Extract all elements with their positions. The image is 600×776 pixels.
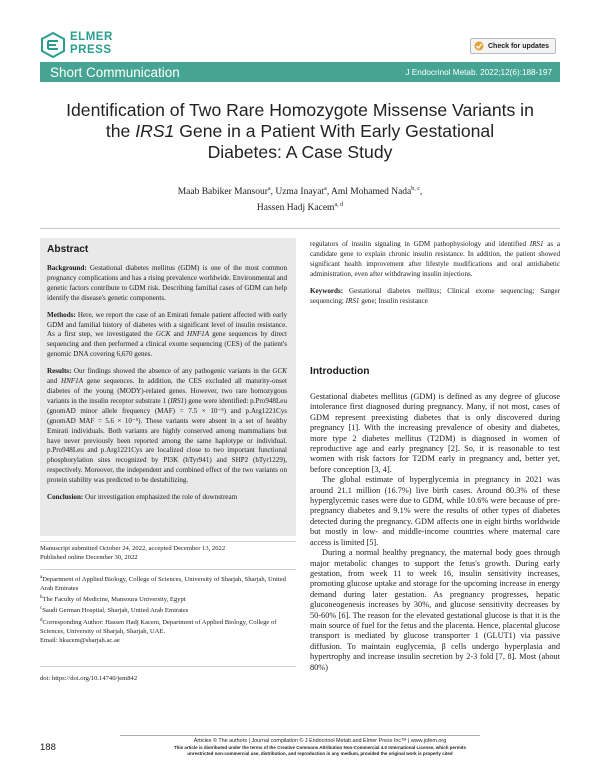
results-text: ) gene were identified: p.Pro948Leu (gnomAD minor allele frequency (MAF) = 7.5 × 10⁻⁵) and p.Arg1221Cys (gnomAD MAF = 5.6 × 10⁻⁵). These variants were absent in a set of healthy Emirati individuals. Both variants are highly conserved among mammalians but have never previously been reported among the same haplotype or individual. p.Pro948Leu and p.Arg1221Cys are localized close to two important functional phosphorylation sites recognized by PI3K (hTyr941) and SHP2 (hTyr1229), respectively. Moreover, the independent and combined effect of the two variants on protein stability was predicted to be destabilizing. bbox=[47, 396, 287, 485]
corresponding-email[interactable]: Email: hkacem@sharjah.ac.ae bbox=[40, 636, 120, 644]
conclusion-label: Conclusion: bbox=[47, 493, 84, 502]
author bbox=[178, 187, 276, 197]
author-affiliation: b, c bbox=[411, 186, 420, 192]
affiliation-text: Department of Applied Biology, College of Sciences, University of Sharjah, Sharjah, United Arab Emirates bbox=[40, 576, 286, 593]
journal-citation: J Endocrinol Metab. 2022;12(6):188-197 bbox=[405, 67, 552, 77]
section-banner bbox=[40, 62, 560, 82]
abstract-heading: Abstract bbox=[47, 244, 89, 255]
introduction-heading: Introduction bbox=[310, 366, 370, 377]
publisher-line-2: PRESS bbox=[70, 44, 112, 56]
abstract-results bbox=[47, 367, 287, 486]
gene-gck: GCK bbox=[155, 330, 171, 339]
title-divider bbox=[40, 228, 560, 229]
publisher-line-1: ELMER bbox=[70, 31, 113, 43]
title-line-1: Identification of Two Rare Homozygote Missense Variants in bbox=[66, 100, 534, 120]
affiliation-text: The Faculty of Medicine, Mansoura University, Egypt bbox=[42, 596, 186, 604]
affiliation-sup: b bbox=[40, 595, 43, 601]
keywords-text: gene; Insulin resistance bbox=[359, 296, 428, 305]
footnote-divider bbox=[40, 569, 296, 570]
conclusion-continued bbox=[310, 240, 560, 280]
footer-license: unrestricted non-commercial use, distribution, and reproduction in any medium, provided the original work is properly cited bbox=[187, 751, 453, 756]
author-name: Uzma Inayat bbox=[275, 187, 325, 198]
background-label: Background: bbox=[47, 264, 87, 272]
submitted-date: Manuscript submitted October 24, 2022, accepted December 13, 2022 bbox=[40, 545, 226, 552]
affiliation-text: Saudi German Hospital, Sharjah, United Arab Emirates bbox=[42, 607, 189, 615]
gene-irs1: IRS1 bbox=[170, 396, 185, 405]
affiliation-text: Corresponding Author: Hassen Hadj Kacem, Department of Applied Biology, College of Sciences, University of Sharjah, Sharjah, UAE. bbox=[40, 618, 277, 635]
author-name: Maab Babiker Mansour bbox=[177, 187, 268, 198]
author-separator: , bbox=[419, 187, 423, 198]
title-gene: IRS1 bbox=[135, 121, 175, 141]
intro-paragraph: Gestational diabetes mellitus (GDM) is defined as any degree of glucose intolerance first diagnosed during pregnancy. Many, if not most, cases of GDM represent preexisting diabetes that is only discovered during pregnancy [1]. With the increasing prevalence of obesity and diabetes, more type 2 diabetes mellitus (T2DM) is diagnosed in women of reproductive age and early pregnancy [2]. So, it is reasonable to test women with risk factors for T2DM early in pregnancy and, better yet, before conception [3, 4]. bbox=[310, 392, 560, 474]
keywords-label: Keywords: bbox=[310, 286, 344, 295]
gene-hnf1a: HNF1A bbox=[186, 330, 210, 339]
intro-paragraph: The global estimate of hyperglycemia in pregnancy in 2021 was around 21.1 million (16.7%) live birth cases. Around 80.3% of these hyperglycemic cases were due to GDM, while 10.6% were because of pre-pregnancy diabetes and 9.1% were the results of other types of diabetes detected during the pregnancy. GDM affects one in eight births worldwide but mostly in low- and middle-income countries where maternal care access is limited [5]. bbox=[310, 475, 560, 547]
affiliation bbox=[40, 573, 296, 593]
title-line-3: Diabetes: A Case Study bbox=[207, 142, 393, 162]
conjunction: and bbox=[47, 377, 61, 386]
title-text: the bbox=[105, 121, 136, 141]
affiliation bbox=[40, 604, 296, 615]
keywords-text: Gestational diabetes mellitus; Clinical exome sequencing; Sanger sequencing; bbox=[310, 286, 560, 305]
doi-link[interactable]: doi: https://doi.org/10.14740/jem842 bbox=[40, 675, 138, 682]
gene-hnf1a: HNF1A bbox=[60, 377, 84, 386]
affiliation bbox=[40, 616, 296, 636]
abstract-methods bbox=[47, 311, 287, 361]
publisher-name bbox=[70, 31, 113, 57]
published-date: Published online December 30, 2022 bbox=[40, 554, 138, 561]
gene-gck: GCK bbox=[272, 367, 287, 376]
article-title bbox=[50, 100, 550, 163]
publisher-logo bbox=[40, 30, 120, 66]
methods-label: Methods: bbox=[47, 310, 76, 319]
gene-irs1: IRS1 bbox=[529, 240, 544, 248]
author-name: Hassen Hadj Kacem bbox=[256, 203, 335, 214]
author bbox=[331, 187, 422, 197]
abstract-background bbox=[47, 264, 287, 304]
affiliation-sup: a bbox=[40, 575, 43, 580]
page-footer bbox=[110, 737, 530, 757]
results-text: Our findings showed the absence of any pathogenic variants in the bbox=[71, 367, 273, 376]
methods-text: Here, we report the case of an Emirati female patient affected with early GDM and familial history of diabetes with a significant level of insulin resistance. As a first step, we investigated the bbox=[47, 310, 287, 339]
footer-copyright: Articles © The authors | Journal compilation © J Endocrinol Metab and Elmer Press Inc™ | www.jofem.org bbox=[193, 738, 447, 744]
check-for-updates-button[interactable] bbox=[470, 38, 556, 54]
author-separator: , bbox=[270, 187, 276, 198]
abstract-continuation bbox=[310, 240, 560, 313]
conclusion-text: regulators of insulin signaling in GDM pathophysiology and identified bbox=[310, 240, 530, 248]
background-text: Gestational diabetes mellitus (GDM) is one of the most common pregnancy complications and has a rising prevalence worldwide. Environmental and genetic factors contribute to GDM risk. Describing familial cases of GDM can help identify the disease's genetic components. bbox=[47, 264, 287, 302]
conjunction: and bbox=[170, 330, 187, 339]
author-affiliation: a bbox=[324, 186, 327, 192]
abstract-box bbox=[40, 238, 296, 536]
title-line-2 bbox=[50, 121, 550, 142]
methods-text: gene sequences by direct sequencing and then performed a clinical exome sequencing (CES) of the patient's genomic DNA covering 6,670 genes. bbox=[47, 330, 288, 359]
introduction-body bbox=[310, 392, 560, 673]
author-affiliation: a, d bbox=[334, 202, 344, 209]
author bbox=[257, 203, 343, 213]
author-separator: , bbox=[326, 187, 332, 198]
affiliation-sup: d bbox=[40, 617, 43, 623]
section-type: Short Communication bbox=[50, 64, 180, 80]
page-number: 188 bbox=[40, 742, 56, 753]
affiliations bbox=[40, 573, 296, 645]
keywords bbox=[310, 287, 560, 307]
author-name: Aml Mohamed Nada bbox=[331, 187, 412, 198]
intro-paragraph: During a normal healthy pregnancy, the maternal body goes through major metabolic changes to support the fetus's growth. During early gestation, from week 11 to week 16, insulin sensitivity increases, promoting glucose uptake and storage for the upcoming increase in energy demand during later gestation. As pregnancy progresses, hepatic gluconeogenesis increases by 30%, and glucose sensitivity decreases by 50-60% [6]. The reason for the elevated gestational glucose is that it is the main source of fuel for the fetus and the placenta. Hence, placental glucose transport is mediated by glucose transporter 1 (GLUT1) via passive diffusion. To maintain euglycemia, β cells undergo hyperplasia and hypertrophy and increase insulin secretion by 2-3 fold [7, 8]. Most (about 80%) bbox=[310, 548, 560, 672]
conclusion-text: as a candidate gene to explain chronic insulin resistance. In addition, the patient showed significant health improvement after lifestyle modifications and oral antidiabetic administration, even after withdrawing insulin injections. bbox=[310, 240, 560, 278]
footer-license: This article is distributed under the terms of the Creative Commons Attribution Non-Commercial 4.0 International License, which permits bbox=[173, 745, 467, 750]
affiliation bbox=[40, 593, 296, 604]
check-updates-label: Check for updates bbox=[488, 42, 550, 50]
gene-irs1: IRS1 bbox=[345, 296, 360, 305]
affiliation-sup: c bbox=[40, 606, 43, 612]
footnote-divider bbox=[40, 541, 296, 542]
author bbox=[275, 187, 331, 197]
footer-divider bbox=[120, 735, 480, 736]
title-text: Gene in a Patient With Early Gestational bbox=[174, 121, 495, 141]
results-text: gene sequences. In addition, the CES excluded all maturity-onset diabetes of the young (MODY)-related genes. However, two rare homozygous variants in the insulin receptor substrate 1 ( bbox=[47, 377, 287, 405]
abstract-conclusion bbox=[47, 493, 287, 503]
check-updates-icon bbox=[474, 41, 484, 51]
author-affiliation: a bbox=[267, 186, 271, 192]
author-list bbox=[100, 183, 500, 215]
conclusion-text: Our investigation emphasized the role of downstream bbox=[83, 493, 238, 502]
elmer-press-logo-icon bbox=[40, 32, 66, 58]
footnote-divider bbox=[40, 666, 296, 667]
manuscript-dates bbox=[40, 544, 296, 562]
results-label: Results: bbox=[47, 367, 72, 376]
